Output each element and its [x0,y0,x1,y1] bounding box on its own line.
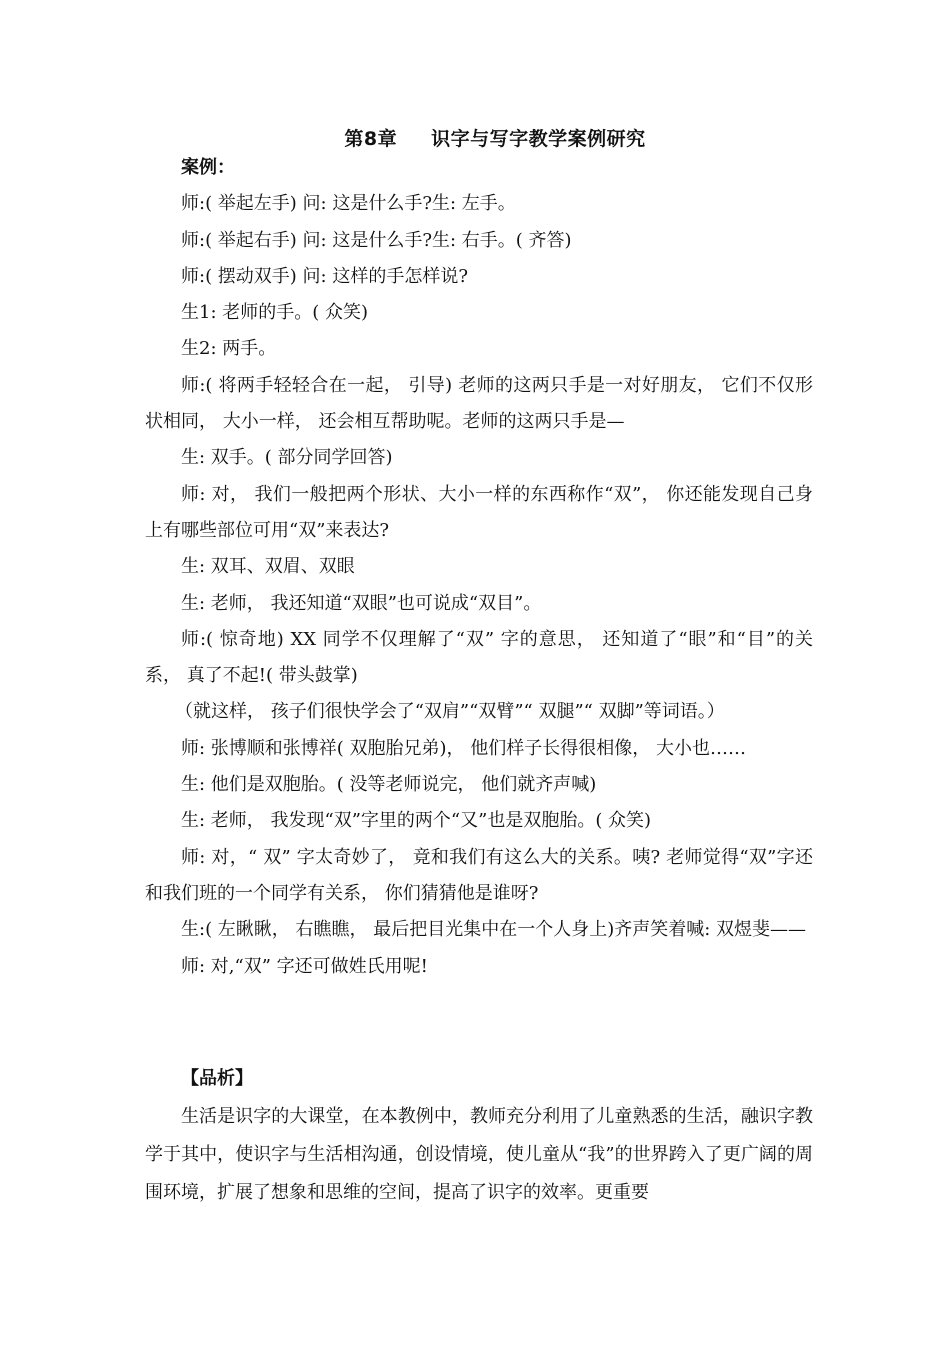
dialogue-line: 生: 他们是双胞胎。( 没等老师说完， 他们就齐声喊) [181,774,597,796]
analysis-heading: 【品析】 [181,1068,253,1089]
dialogue-line: 师:( 举起左手) 问: 这是什么手?生: 左手。 [181,193,516,215]
narration-line: （就这样， 孩子们很快学会了“双肩”“双臂”“ 双腿”“ 双脚”等词语。） [175,701,725,723]
chapter-number: 第8章 [344,128,398,150]
dialogue-line: 师: 对,“双” 字还可做姓氏用呢! [181,955,428,977]
dialogue-line: 生: 双耳、双眉、双眼 [181,556,355,578]
dialogue-line: 生: 老师， 我发现“双”字里的两个“又”也是双胞胎。( 众笑) [181,810,652,832]
dialogue-line: 师:( 惊奇地) XX 同学不仅理解了“双” 字的意思， 还知道了“眼”和“目”的关系， 真了不起!( 带头鼓掌) [145,628,813,687]
dialogue-line: 生2: 两手。 [181,338,277,360]
chapter-name: 识字与写字教学案例研究 [431,128,646,150]
analysis-paragraph: 生活是识字的大课堂，在本教例中，教师充分利用了儿童熟悉的生活，融识字教学于其中，使识字与生活相沟通，创设情境，使儿童从“我”的世界跨入了更广阔的周围环境，扩展了想象和思维的空间，提高了识字的效率。更重要 [145,1106,813,1203]
analysis-section [145,1060,813,1212]
dialogue-line: 师: 张博顺和张博祥( 双胞胎兄弟)， 他们样子长得很相像， 大小也…… [181,737,746,759]
dialogue-line: 师:( 摆动双手) 问: 这样的手怎样说? [181,265,468,287]
dialogue-line: 师:( 将两手轻轻合在一起， 引导) 老师的这两只手是一对好朋友， 它们不仅形状相同， 大小一样， 还会相互帮助呢。老师的这两只手是— [145,374,813,433]
dialogue-line: 师:( 举起右手) 问: 这是什么手?生: 右手。( 齐答) [181,229,572,251]
dialogue-line: 生1: 老师的手。( 众笑) [181,302,369,324]
dialogue-line: 师: 对， 我们一般把两个形状、大小一样的东西称作“双”， 你还能发现自己身上有哪些部位可用“双”来表达? [145,483,813,541]
case-heading: 案例： [181,157,235,178]
case-section [145,150,813,985]
chapter-title [0,124,950,151]
dialogue-line: 生: 老师， 我还知道“双眼”也可说成“双目”。 [181,592,542,614]
dialogue-line: 生: 双手。( 部分同学回答) [181,447,393,469]
dialogue-line: 师: 对，“ 双” 字太奇妙了， 竟和我们有这么大的关系。咦? 老师觉得“双”字还和我们班的一个同学有关系， 你们猜猜他是谁呀? [145,846,813,904]
dialogue-line: 生:( 左瞅瞅， 右瞧瞧， 最后把目光集中在一个人身上)齐声笑着喊: 双煜斐—— [181,919,807,941]
